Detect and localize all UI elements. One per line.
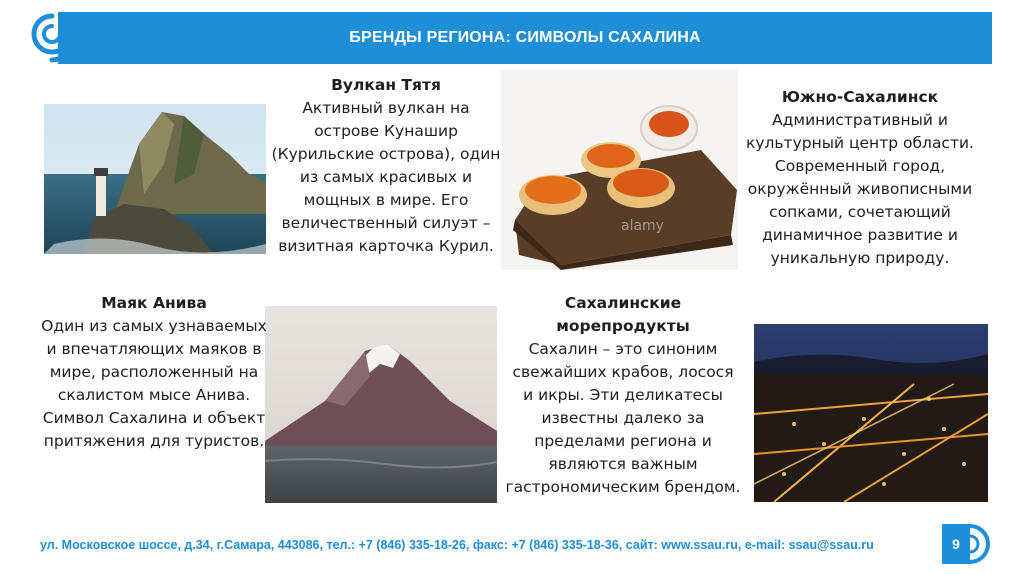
footer-contacts: ул. Московское шоссе, д.34, г.Самара, 443086, тел.: +7 (846) 335-18-26, факс: +7 (846) 335-18-36, сайт: www.ssau.ru, e-mail: ssau@ssau.ru [40,538,874,552]
photo-watermark: alamy [621,218,664,234]
seafood-section [505,292,741,499]
tyatya-description: Активный вулкан на острове Кунашир (Курильские острова), один из самых красивых и мощных в мире. Его величественный силуэт – визитная карточка Курил. [271,99,501,255]
yuzhno-description: Административный и культурный центр области. Современный город, окружённый живописными сопками, сочетающий динамичное развитие и уникальную природу. [745,111,974,267]
tyatya-title: Вулкан Тятя [331,76,441,94]
footer-logo-icon [966,520,994,568]
slide-title: БРЕНДЫ РЕГИОНА: СИМВОЛЫ САХАЛИНА [349,29,701,46]
tyatya-section [270,74,502,258]
aniva-section [40,292,268,453]
aniva-lighthouse-photo [44,104,266,254]
aniva-title: Маяк Анива [101,294,207,312]
yuzhno-title: Южно-Сахалинск [781,88,939,106]
caviar-photo [501,70,738,270]
seafood-description: Сахалин – это синоним свежайших крабов, лосося и икры. Эти деликатесы известны далеко за пределами региона и являются важным гастрономическим брендом. [505,340,741,496]
header-bar [58,12,992,64]
yuzhno-section [744,86,976,270]
aniva-description: Один из самых узнаваемых и впечатляющих маяков в мире, расположенный на скалистом мысе Анива. Символ Сахалина и объект притяжения для туристов. [41,317,267,450]
page-number: 9 [942,524,970,564]
tyatya-volcano-photo [265,306,497,503]
seafood-title: Сахалинские морепродукты [556,294,690,335]
yuzhno-sakhalinsk-photo [754,324,988,502]
